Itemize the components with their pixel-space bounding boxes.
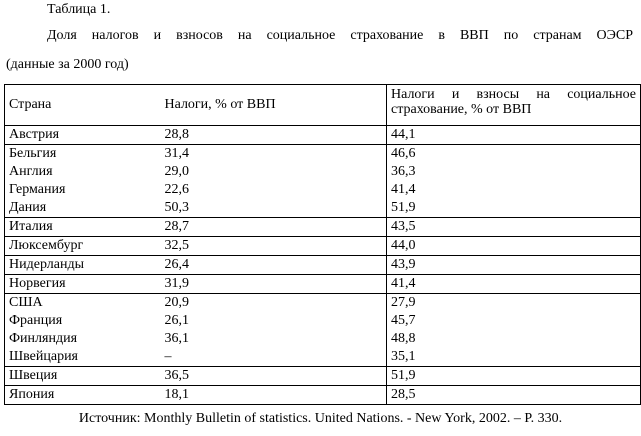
cell-country: Австрия (5, 126, 161, 145)
table-caption: Таблица 1. (47, 2, 111, 17)
table-row (5, 294, 641, 313)
table-row (5, 367, 641, 386)
cell-taxes-social: 43,5 (387, 218, 641, 237)
cell-taxes-social: 48,8 (387, 330, 641, 348)
cell-taxes-social: 44,1 (387, 126, 641, 145)
table-row (5, 145, 641, 164)
cell-country: Дания (5, 199, 161, 218)
cell-country: Англия (5, 163, 161, 181)
cell-country: Норвегия (5, 275, 161, 294)
cell-taxes: 29,0 (164, 164, 189, 179)
cell-taxes-social: 45,7 (387, 312, 641, 330)
cell-taxes-social: 41,4 (387, 275, 641, 294)
cell-country: Финляндия (5, 330, 161, 348)
cell-country: Швейцария (5, 348, 161, 367)
cell-taxes: 31,4 (164, 146, 189, 161)
cell-country: Бельгия (5, 145, 161, 164)
cell-taxes: 36,1 (164, 331, 189, 346)
cell-taxes: 28,7 (161, 218, 387, 237)
table-row (5, 199, 641, 218)
source-note: Источник: Monthly Bulletin of statistics. United Nations. - New York, 2002. – P. 330. (78, 411, 563, 426)
cell-country: Италия (5, 218, 161, 237)
cell-taxes: 31,9 (161, 275, 387, 294)
table-title-year: (данные за 2000 год) (6, 57, 129, 72)
table-header-row (5, 85, 641, 126)
cell-taxes: 32,5 (161, 237, 387, 256)
cell-country: Швеция (5, 367, 161, 386)
table-row (5, 256, 641, 275)
cell-taxes: 22,6 (164, 182, 189, 197)
cell-taxes: 50,3 (161, 199, 387, 218)
table-row (5, 312, 641, 330)
cell-taxes: 20,9 (164, 295, 189, 310)
cell-taxes: 26,1 (164, 313, 189, 328)
data-table (4, 84, 641, 405)
cell-taxes-social: 41,4 (387, 181, 641, 199)
cell-country: Франция (5, 312, 161, 330)
cell-taxes: 26,4 (161, 256, 387, 275)
cell-taxes-social: 36,3 (387, 163, 641, 181)
cell-taxes-social: 28,5 (387, 386, 641, 405)
cell-country: Германия (5, 181, 161, 199)
cell-taxes-social: 35,1 (387, 348, 641, 367)
table-row (5, 386, 641, 405)
cell-country: Люксембург (5, 237, 161, 256)
cell-country: Япония (5, 386, 161, 405)
header-country: Страна (5, 85, 161, 126)
header-taxes: Налоги, % от ВВП (161, 85, 387, 126)
table-title: Доля налогов и взносов на социальное страхование в ВВП по странам ОЭСР (47, 28, 633, 43)
table-row (5, 126, 641, 145)
table-row (5, 275, 641, 294)
table-row (5, 237, 641, 256)
cell-taxes-social: 43,9 (387, 256, 641, 275)
cell-taxes: 28,8 (161, 126, 387, 145)
table-row (5, 163, 641, 181)
cell-taxes: – (161, 348, 387, 367)
table-row (5, 348, 641, 367)
cell-country: США (5, 294, 161, 313)
cell-taxes: 18,1 (161, 386, 387, 405)
table-row (5, 330, 641, 348)
cell-taxes-social: 51,9 (387, 367, 641, 386)
cell-country: Нидерланды (5, 256, 161, 275)
table-row (5, 218, 641, 237)
cell-taxes-social: 51,9 (387, 199, 641, 218)
cell-taxes-social: 27,9 (387, 294, 641, 313)
table-row (5, 181, 641, 199)
cell-taxes: 36,5 (161, 367, 387, 386)
cell-taxes-social: 46,6 (387, 145, 641, 164)
cell-taxes-social: 44,0 (387, 237, 641, 256)
header-taxes-social: Налоги и взносы на социальное страхование, % от ВВП (387, 85, 641, 126)
